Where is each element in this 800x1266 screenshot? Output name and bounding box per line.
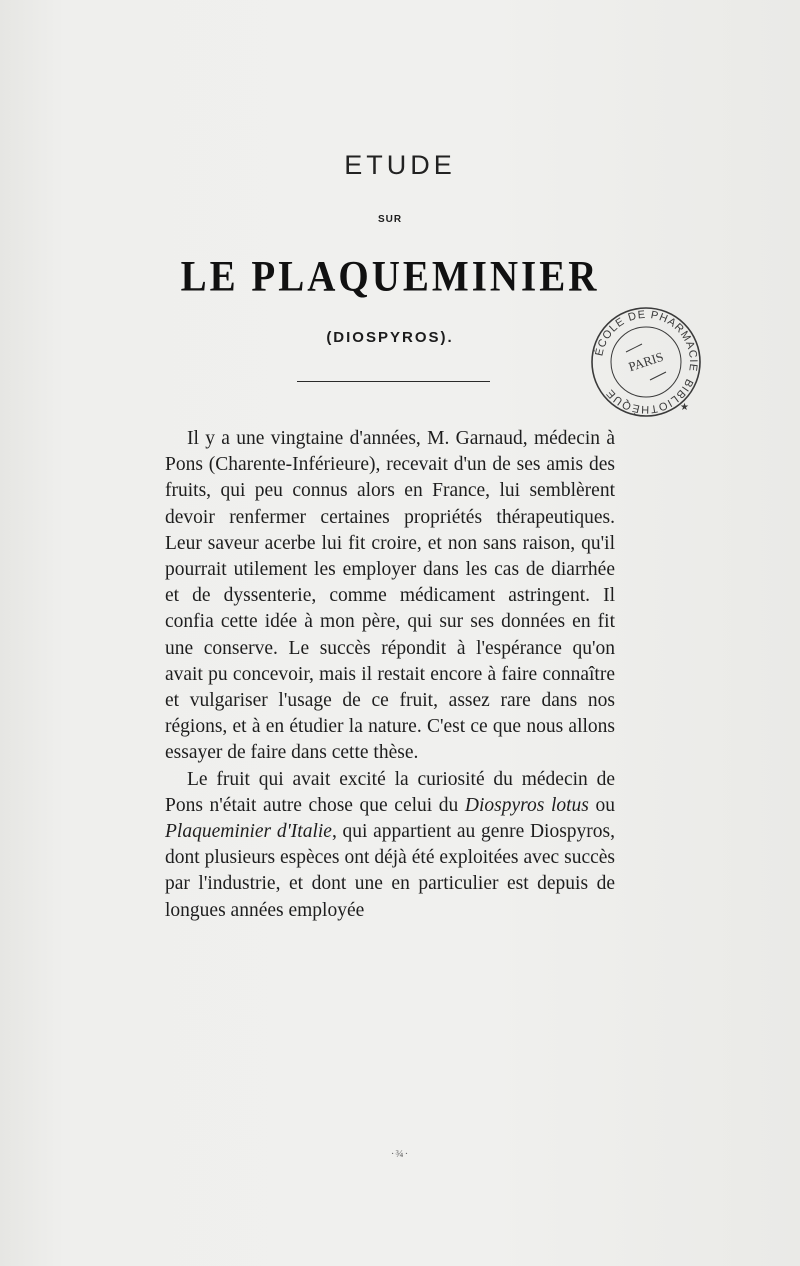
text-run: Il y a une vingtaine d'années, M. Garnaud, médecin à Pons (Charente-Inférieure), recevait d'un de ses amis des fruits, qui peu connus alors en France, lui semblèrent devoir renfermer certaines propriétés thérapeutiques. Leur saveur acerbe lui fit croire, et non sans raison, qu'il pourrait utilement les employer dans les cas de diarrhée et de dyssenterie, comme médicament astringent. Il confia cette idée à mon père, qui sur ses données en fit une conserve. Le succès répondit à l'espérance qu'on avait pu concevoir, mais il restait encore à faire connaître et vulgariser l'usage de ce fruit, assez rare dans nos régions, et à en étudier la nature. C'est ce que nous allons essayer de faire dans cette thèse.: [165, 428, 615, 764]
library-stamp: [584, 300, 708, 424]
text-run: , qui appartient au genre Diospyros, dont plusieurs espèces ont déjà été exploitées avec succès par l'industrie, et dont une en particulier est depuis de longues années employée: [165, 821, 616, 921]
text-run: Le fruit qui avait excité la curiosité du médecin de Pons n'était autre chose que celui du: [165, 768, 615, 816]
stamp-center-text: PARIS: [626, 348, 666, 375]
stamp-ring-text-left: BIBLIOTHÈQUE: [603, 376, 696, 416]
title-sur: SUR: [377, 214, 403, 225]
paragraph-1: [165, 426, 615, 767]
title-rule: [297, 381, 490, 382]
title-subtitle: (DIOSPYROS).: [326, 329, 454, 346]
stamp-ring-text: ÉCOLE DE PHARMACIE: [593, 308, 700, 373]
italic-term: Diospyros lotus: [464, 794, 589, 816]
title-etude: ETUDE: [344, 150, 456, 180]
paragraph-2: [165, 767, 615, 924]
body-text: [165, 426, 615, 924]
title-main: LE PLAQUEMINIER: [180, 252, 600, 301]
page-ornament: ·¾·: [390, 1148, 410, 1160]
svg-text:★: ★: [680, 402, 689, 413]
text-run: ou: [588, 794, 616, 816]
italic-term: Plaqueminier d'Italie: [165, 821, 332, 843]
